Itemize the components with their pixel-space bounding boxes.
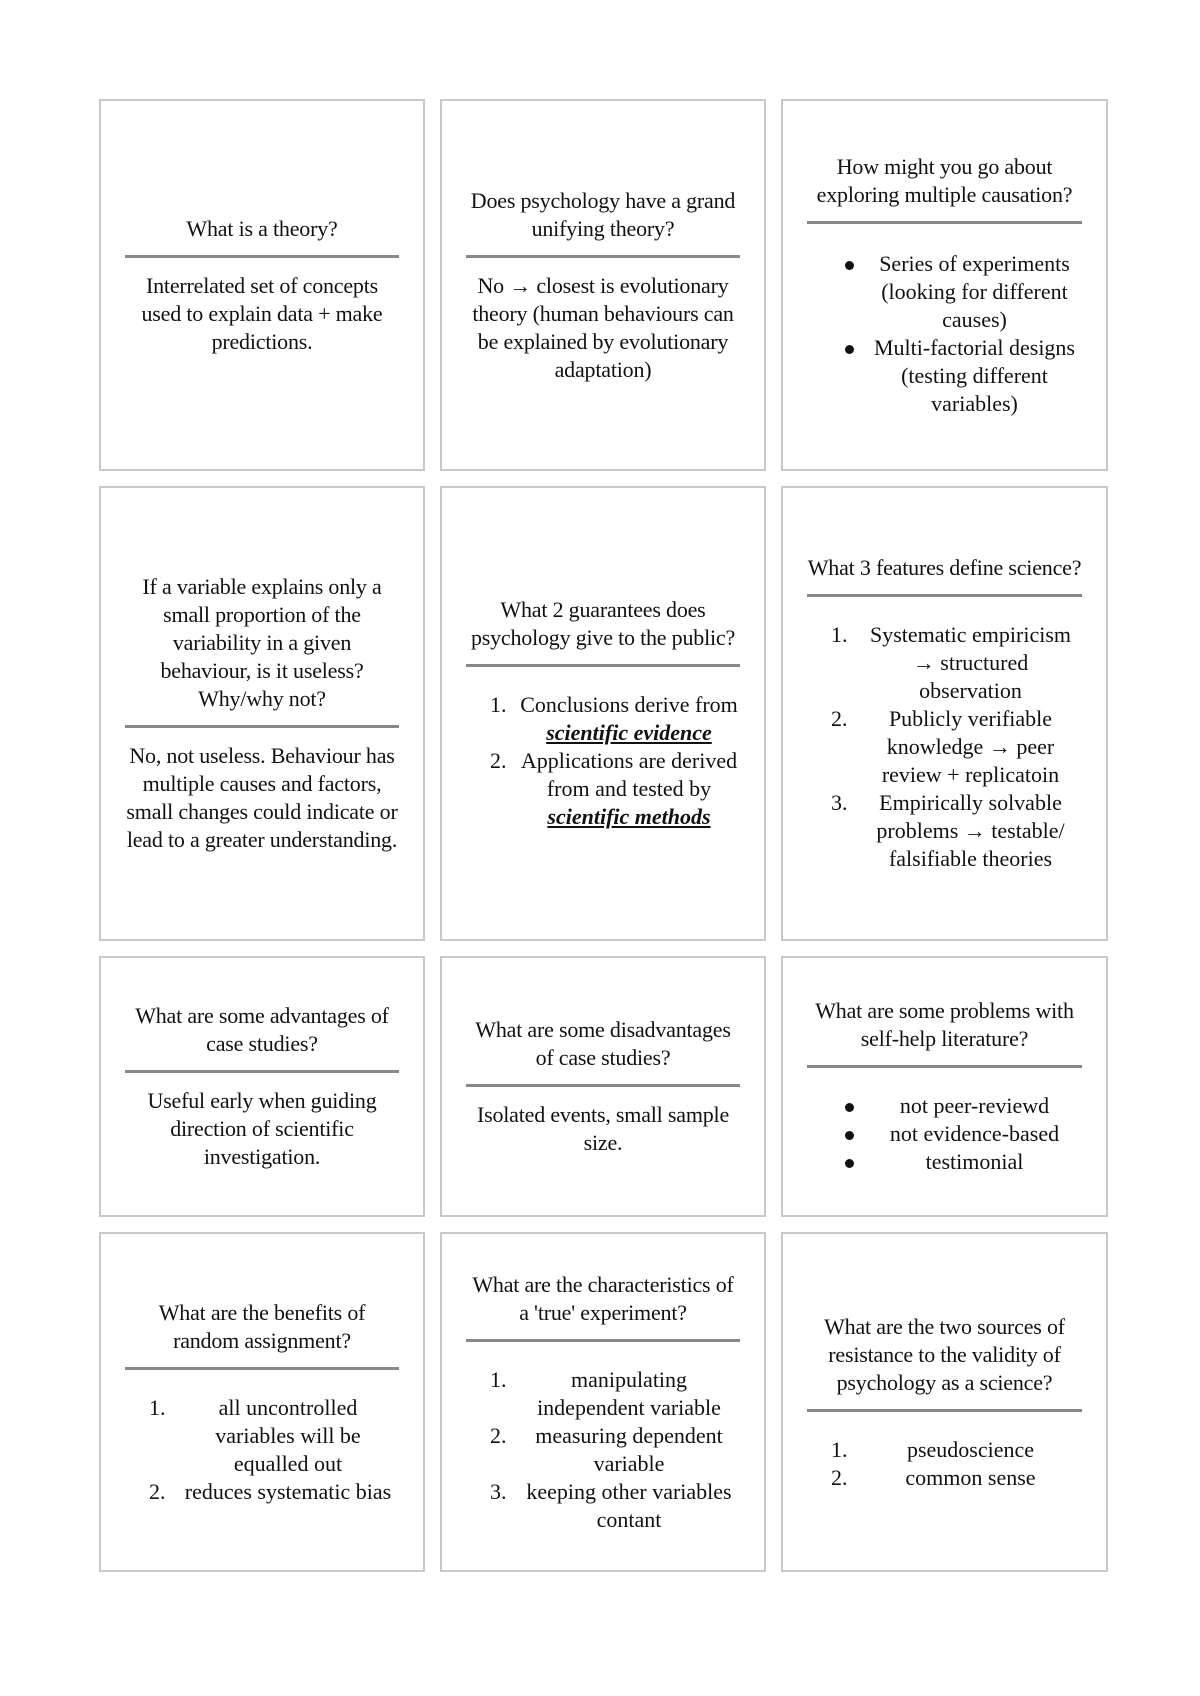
list-item: 1. pseudoscience bbox=[831, 1436, 1035, 1462]
card-question: What are some advantages of case studies? bbox=[135, 1003, 389, 1056]
bullet-list bbox=[807, 1092, 1082, 1176]
list-item: 3. Empirically solvable problems → testable/ falsifiable theories bbox=[831, 790, 1065, 871]
card-question: Does psychology have a grand unifying theory? bbox=[470, 187, 736, 241]
list-item: 2. Applications are derived from and tested by scientific methods bbox=[490, 748, 738, 829]
flashcard-multiple-causation bbox=[781, 99, 1108, 471]
divider bbox=[466, 664, 740, 667]
divider bbox=[466, 255, 740, 258]
flashcard-true-experiment bbox=[440, 1232, 766, 1572]
card-question: What are the characteristics of a 'true' experiment? bbox=[472, 1271, 734, 1325]
card-question: What are the benefits of random assignment? bbox=[158, 1299, 366, 1353]
list-item: 1. manipulating independent variable bbox=[490, 1366, 721, 1420]
list-item: 2. measuring dependent variable bbox=[490, 1422, 723, 1476]
flashcard-variable-proportion bbox=[99, 486, 425, 941]
flashcard-unifying-theory bbox=[440, 99, 766, 471]
flashcard-case-study-disadvantages bbox=[440, 956, 766, 1217]
divider bbox=[807, 1409, 1082, 1412]
divider bbox=[807, 221, 1082, 224]
numbered-list bbox=[807, 1436, 1082, 1492]
flashcard-three-features bbox=[781, 486, 1108, 941]
card-answer: Interrelated set of concepts used to explain data + make predictions. bbox=[141, 272, 383, 354]
card-question: How might you go about exploring multiple causation? bbox=[816, 153, 1073, 207]
bullet-icon bbox=[845, 1159, 854, 1168]
divider bbox=[125, 725, 399, 728]
bullet-icon bbox=[845, 261, 854, 270]
emphasis-text: scientific evidence bbox=[546, 720, 712, 745]
numbered-list bbox=[466, 1366, 740, 1534]
list-item: not peer-reviewd bbox=[807, 1092, 1082, 1120]
divider bbox=[807, 594, 1082, 597]
card-question: What are the two sources of resistance to the validity of psychology as a science? bbox=[824, 1313, 1065, 1395]
card-answer: Useful early when guiding direction of scientific investigation. bbox=[147, 1088, 377, 1169]
divider bbox=[807, 1065, 1082, 1068]
card-answer: No, not useless. Behaviour has multiple causes and factors, small changes could indicate or lead to a greater understanding. bbox=[126, 743, 398, 852]
card-answer: Isolated events, small sample size. bbox=[476, 1102, 730, 1155]
flashcard-two-guarantees bbox=[440, 486, 766, 941]
list-item: 3. keeping other variables contant bbox=[490, 1478, 732, 1532]
bullet-icon bbox=[845, 1103, 854, 1112]
divider bbox=[125, 255, 399, 258]
list-item: 2. Publicly verifiable knowledge → peer review + replicatoin bbox=[831, 706, 1060, 787]
list-item: testimonial bbox=[807, 1148, 1082, 1176]
flashcard-sources-of-resistance bbox=[781, 1232, 1108, 1572]
numbered-list bbox=[466, 691, 740, 831]
list-item: Multi-factorial designs (testing different variables) bbox=[807, 334, 1082, 418]
flashcard-case-study-advantages bbox=[99, 956, 425, 1217]
bullet-icon bbox=[845, 1131, 854, 1140]
card-question: What is a theory? bbox=[186, 215, 338, 241]
card-question: If a variable explains only a small proportion of the variability in a given behaviour, is it useless? Why/why not? bbox=[142, 574, 382, 711]
list-item: 2. common sense bbox=[831, 1464, 1036, 1490]
card-question: What 2 guarantees does psychology give to the public? bbox=[470, 597, 736, 650]
list-item: 1. Systematic empiricism → structured observation bbox=[831, 622, 1072, 703]
card-question: What are some problems with self-help literature? bbox=[815, 998, 1074, 1051]
divider bbox=[125, 1367, 399, 1370]
flashcard-self-help-problems bbox=[781, 956, 1108, 1217]
flashcard-random-assignment bbox=[99, 1232, 425, 1572]
bullet-icon bbox=[845, 345, 854, 354]
divider bbox=[466, 1084, 740, 1087]
divider bbox=[466, 1339, 740, 1342]
bullet-list bbox=[807, 250, 1082, 418]
card-question: What 3 features define science? bbox=[807, 555, 1082, 580]
card-question: What are some disadvantages of case studies? bbox=[475, 1017, 731, 1070]
card-answer: No → closest is evolutionary theory (human behaviours can be explained by evolutionary adaptation) bbox=[472, 272, 734, 382]
emphasis-text: scientific methods bbox=[547, 804, 711, 829]
list-item: not evidence-based bbox=[807, 1120, 1082, 1148]
list-item: 1. all uncontrolled variables will be equalled out bbox=[149, 1394, 361, 1476]
list-item: 2. reduces systematic bias bbox=[149, 1478, 392, 1504]
numbered-list bbox=[125, 1394, 399, 1506]
flashcard-theory bbox=[99, 99, 425, 471]
numbered-list bbox=[807, 621, 1082, 873]
list-item: 1. Conclusions derive from scientific evidence bbox=[490, 692, 738, 745]
list-item: Series of experiments (looking for different causes) bbox=[807, 250, 1082, 334]
divider bbox=[125, 1070, 399, 1073]
